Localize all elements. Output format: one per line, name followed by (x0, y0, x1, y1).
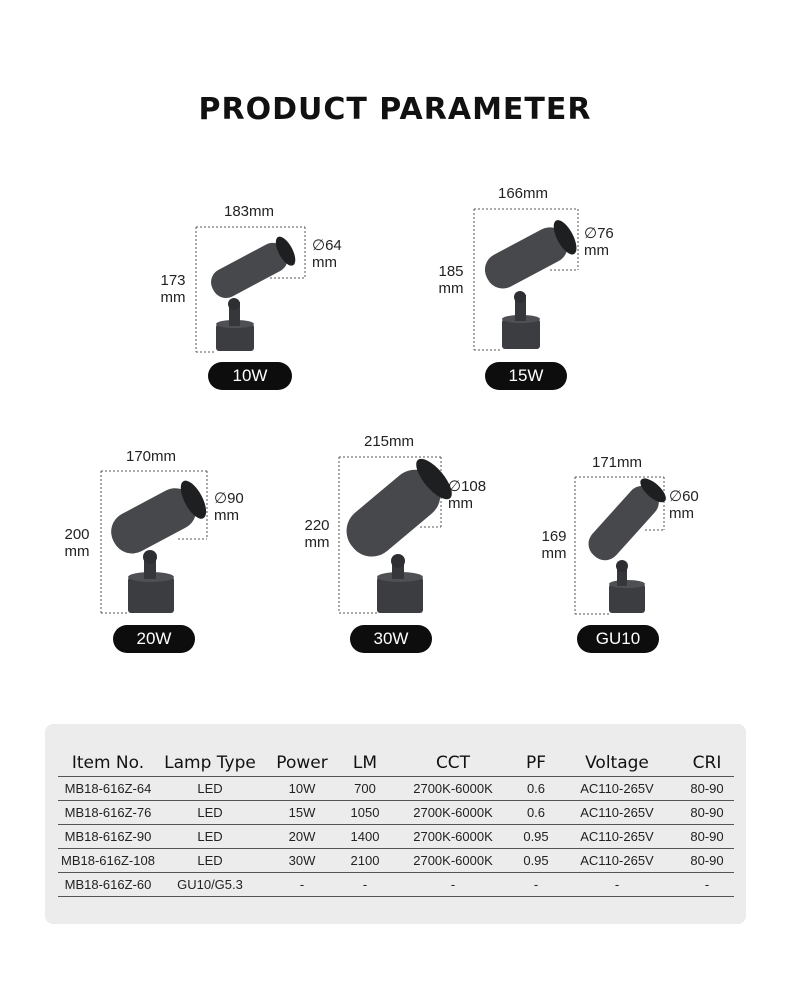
cell-lm: 1400 (342, 824, 388, 848)
diameter-unit: mm (448, 495, 473, 512)
diameter-value: ∅108 (448, 478, 487, 495)
diameter-unit: mm (669, 505, 694, 522)
height-value: 200 (64, 526, 90, 543)
cell-cri: 80-90 (680, 824, 734, 848)
cell-voltage: AC110-265V (554, 776, 680, 800)
width-dimension: 215mm (364, 433, 415, 450)
height-dimension (300, 517, 334, 551)
power-badge: 10W (208, 362, 292, 390)
table-row (58, 872, 734, 896)
cell-lamp-type: LED (158, 800, 262, 824)
diameter-dimension (312, 237, 342, 271)
header-cct: CCT (388, 750, 518, 776)
diameter-dimension (214, 490, 244, 524)
cell-item-no: MB18-616Z-60 (58, 872, 158, 896)
cell-cri: 80-90 (680, 776, 734, 800)
width-dimension: 170mm (126, 448, 177, 465)
product-15w (430, 183, 630, 395)
diameter-dimension (584, 225, 614, 259)
height-value: 173 (160, 272, 186, 289)
header-voltage: Voltage (554, 750, 680, 776)
cell-pf: - (518, 872, 554, 896)
diameter-unit: mm (584, 242, 609, 259)
height-value: 185 (438, 263, 464, 280)
cell-lamp-type: LED (158, 776, 262, 800)
diameter-dimension (669, 488, 699, 522)
height-dimension (60, 526, 94, 560)
diameter-unit: mm (312, 254, 337, 271)
diameter-value: ∅64 (312, 237, 342, 254)
header-cri: CRI (680, 750, 734, 776)
product-20w (60, 447, 260, 657)
header-lamp-type: Lamp Type (158, 750, 262, 776)
spec-table (58, 750, 734, 897)
cell-cct: - (388, 872, 518, 896)
table-row (58, 824, 734, 848)
height-dimension (156, 272, 190, 306)
product-10w (150, 200, 350, 395)
diameter-value: ∅76 (584, 225, 614, 242)
table-row (58, 776, 734, 800)
cell-pf: 0.95 (518, 824, 554, 848)
power-badge: GU10 (577, 625, 659, 653)
cell-power: 20W (262, 824, 342, 848)
cell-cct: 2700K-6000K (388, 776, 518, 800)
height-value: 169 (541, 528, 567, 545)
cell-item-no: MB18-616Z-64 (58, 776, 158, 800)
cell-voltage: - (554, 872, 680, 896)
header-lm: LM (342, 750, 388, 776)
height-dimension (537, 528, 571, 562)
height-unit: mm (304, 534, 330, 551)
diameter-value: ∅90 (214, 490, 244, 507)
height-unit: mm (160, 289, 186, 306)
cell-cri: 80-90 (680, 800, 734, 824)
cell-power: 10W (262, 776, 342, 800)
product-gu10 (537, 452, 737, 657)
power-badge: 15W (485, 362, 567, 390)
cell-voltage: AC110-265V (554, 848, 680, 872)
cell-cri: 80-90 (680, 848, 734, 872)
height-unit: mm (541, 545, 567, 562)
cell-pf: 0.95 (518, 848, 554, 872)
cell-voltage: AC110-265V (554, 800, 680, 824)
cell-power: 15W (262, 800, 342, 824)
cell-pf: 0.6 (518, 776, 554, 800)
diameter-dimension (448, 478, 486, 512)
header-power: Power (262, 750, 342, 776)
product-30w (300, 433, 510, 657)
cell-lm: 700 (342, 776, 388, 800)
page-title: PRODUCT PARAMETER (198, 92, 592, 127)
cell-cct: 2700K-6000K (388, 824, 518, 848)
table-row (58, 848, 734, 872)
header-pf: PF (518, 750, 554, 776)
cell-pf: 0.6 (518, 800, 554, 824)
cell-lm: 2100 (342, 848, 388, 872)
diameter-unit: mm (214, 507, 239, 524)
cell-lm: 1050 (342, 800, 388, 824)
power-badge: 30W (350, 625, 432, 653)
width-dimension: 183mm (224, 203, 275, 220)
table-header-row (58, 750, 734, 776)
cell-lamp-type: LED (158, 824, 262, 848)
cell-cct: 2700K-6000K (388, 848, 518, 872)
cell-power: - (262, 872, 342, 896)
cell-lamp-type: GU10/G5.3 (158, 872, 262, 896)
cell-item-no: MB18-616Z-76 (58, 800, 158, 824)
cell-item-no: MB18-616Z-108 (58, 848, 158, 872)
cell-item-no: MB18-616Z-90 (58, 824, 158, 848)
height-value: 220 (304, 517, 330, 534)
cell-voltage: AC110-265V (554, 824, 680, 848)
spec-table-panel (45, 724, 746, 924)
height-unit: mm (64, 543, 90, 560)
height-dimension (434, 263, 468, 297)
cell-lm: - (342, 872, 388, 896)
height-unit: mm (438, 280, 464, 297)
header-item-no: Item No. (58, 750, 158, 776)
cell-power: 30W (262, 848, 342, 872)
cell-cct: 2700K-6000K (388, 800, 518, 824)
power-badge: 20W (113, 625, 195, 653)
width-dimension: 166mm (498, 185, 549, 202)
cell-lamp-type: LED (158, 848, 262, 872)
width-dimension: 171mm (592, 454, 643, 471)
diameter-value: ∅60 (669, 488, 699, 505)
cell-cri: - (680, 872, 734, 896)
table-row (58, 800, 734, 824)
